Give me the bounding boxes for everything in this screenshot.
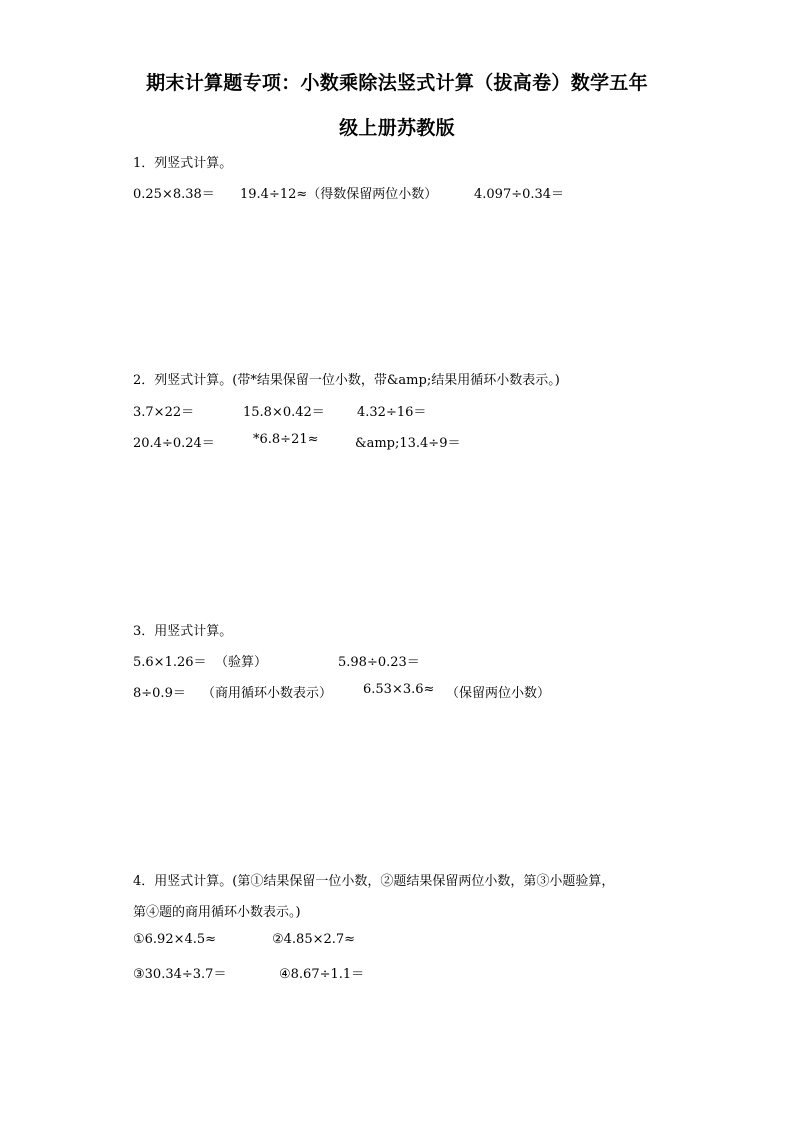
- question-4-heading-line-2: 第④题的商用循环小数表示。): [133, 905, 301, 920]
- q4-problem-3: ③30.34÷3.7＝: [133, 967, 227, 982]
- question-2-heading: 2．列竖式计算。(带*结果保留一位小数，带&amp;结果用循环小数表示。): [133, 373, 560, 388]
- q3-problem-4: 6.53×3.6≈: [363, 682, 435, 697]
- question-3-heading: 3．用竖式计算。: [133, 624, 233, 639]
- document-title-line-1: 期末计算题专项：小数乘除法竖式计算（拔高卷）数学五年: [146, 72, 648, 94]
- q1-problem-2: 19.4÷12≈（得数保留两位小数）: [240, 187, 438, 202]
- q2-problem-6: &amp;13.4÷9＝: [355, 436, 461, 451]
- q4-problem-1: ①6.92×4.5≈: [133, 932, 217, 947]
- q1-problem-3: 4.097÷0.34＝: [474, 187, 565, 202]
- q2-problem-1: 3.7×22＝: [133, 405, 195, 420]
- q2-problem-3: 4.32÷16＝: [357, 405, 427, 420]
- q2-problem-2: 15.8×0.42＝: [243, 405, 325, 420]
- q3-problem-2: 5.98÷0.23＝: [338, 655, 420, 670]
- q3-problem-4-note: （保留两位小数）: [446, 686, 551, 701]
- q4-problem-2: ②4.85×2.7≈: [272, 932, 356, 947]
- q2-problem-5: *6.8÷21≈: [253, 432, 319, 447]
- q3-problem-1-note: （验算）: [215, 655, 268, 670]
- question-4-heading-line-1: 4．用竖式计算。(第①结果保留一位小数，②题结果保留两位小数，第③小题验算，: [133, 874, 615, 889]
- q4-problem-4: ④8.67÷1.1＝: [279, 967, 365, 982]
- q2-problem-4: 20.4÷0.24＝: [133, 436, 215, 451]
- q3-problem-3: 8÷0.9＝: [133, 686, 186, 701]
- document-title-line-2: 级上册苏教版: [339, 117, 455, 139]
- q3-problem-1: 5.6×1.26＝: [133, 655, 207, 670]
- question-1-heading: 1．列竖式计算。: [133, 156, 233, 171]
- q1-problem-1: 0.25×8.38＝: [133, 187, 215, 202]
- q3-problem-3-note: （商用循环小数表示）: [202, 686, 333, 701]
